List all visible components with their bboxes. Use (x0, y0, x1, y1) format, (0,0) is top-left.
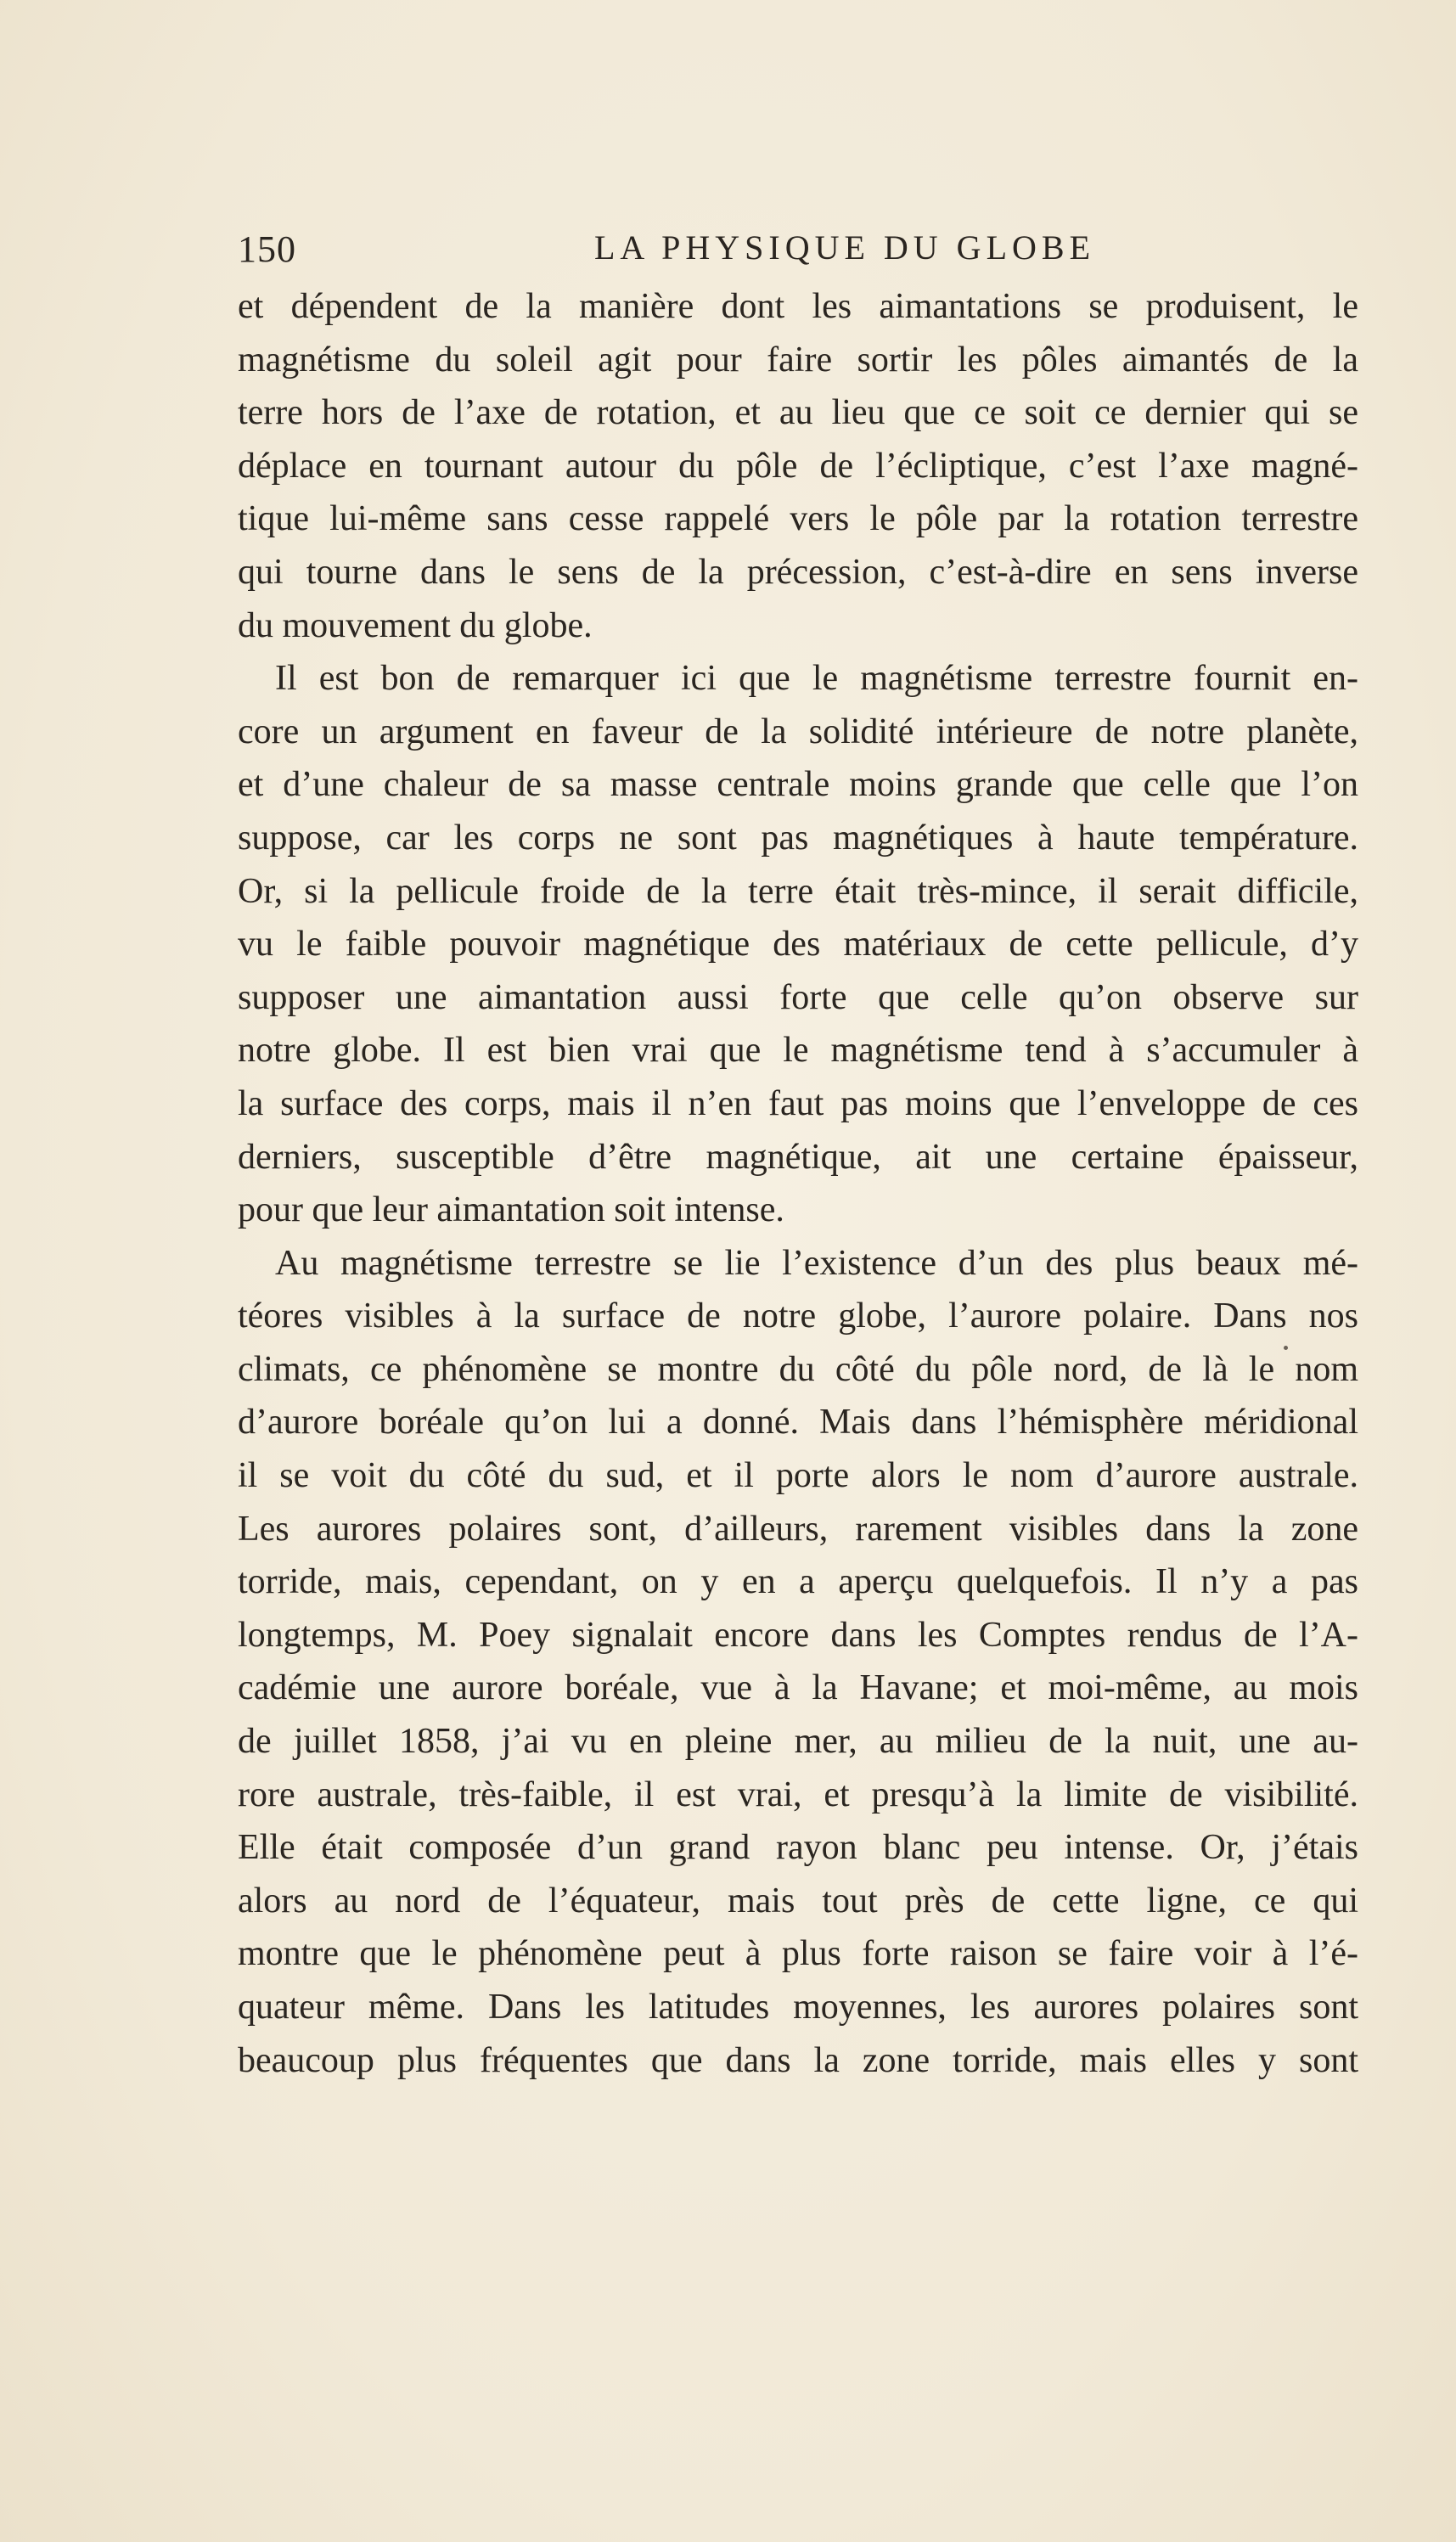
text-line: beaucoup plus fréquentes que dans la zone torride, mais elles y sont (238, 2040, 1358, 2080)
text-line: derniers, susceptible d’être magnétique, ait une certaine épaisseur, (238, 1137, 1358, 1177)
text-line: cadémie une aurore boréale, vue à la Havane; et moi-même, au mois (238, 1668, 1358, 1708)
text-line: il se voit du côté du sud, et il porte alors le nom d’aurore australe. (238, 1456, 1358, 1496)
text-line: magnétisme du soleil agit pour faire sortir les pôles aimantés de la (238, 340, 1358, 380)
text-line: Or, si la pellicule froide de la terre était très-mince, il serait difficile, (238, 871, 1358, 911)
text-line: pour que leur aimantation soit intense. (238, 1190, 784, 1230)
text-line: quateur même. Dans les latitudes moyennes, les aurores polaires sont (238, 1988, 1358, 2027)
text-line: déplace en tournant autour du pôle de l’écliptique, c’est l’axe magné- (238, 446, 1358, 486)
text-line: suppose, car les corps ne sont pas magnétiques à haute température. (238, 818, 1358, 858)
text-line: d’aurore boréale qu’on lui a donné. Mais dans l’hémisphère méridional (238, 1403, 1358, 1443)
page-header (238, 228, 1358, 278)
text-line: notre globe. Il est bien vrai que le magnétisme tend à s’accumuler à (238, 1031, 1358, 1071)
text-line: tique lui-même sans cesse rappelé vers le pôle par la rotation terrestre (238, 499, 1358, 539)
running-head: LA PHYSIQUE DU GLOBE (594, 228, 1095, 267)
body-text (238, 280, 1358, 2087)
text-line: terre hors de l’axe de rotation, et au lieu que ce soit ce dernier qui se (238, 393, 1358, 433)
text-line: Les aurores polaires sont, d’ailleurs, rarement visibles dans la zone (238, 1509, 1358, 1549)
text-line: Il est bon de remarquer ici que le magnétisme terrestre fournit en- (275, 659, 1358, 699)
text-line: torride, mais, cependant, on y en a aperçu quelquefois. Il n’y a pas (238, 1562, 1358, 1602)
text-line: de juillet 1858, j’ai vu en pleine mer, au milieu de la nuit, une au- (238, 1722, 1358, 1762)
ink-speck (1284, 1346, 1288, 1350)
text-line: et dépendent de la manière dont les aimantations se produisent, le (238, 287, 1358, 326)
text-line: climats, ce phénomène se montre du côté du pôle nord, de là le nom (238, 1349, 1358, 1389)
text-line: alors au nord de l’équateur, mais tout près de cette ligne, ce qui (238, 1881, 1358, 1921)
text-line: Elle était composée d’un grand rayon blanc peu intense. Or, j’étais (238, 1828, 1358, 1868)
text-line: Au magnétisme terrestre se lie l’existence d’un des plus beaux mé- (275, 1243, 1358, 1283)
text-line: longtemps, M. Poey signalait encore dans les Comptes rendus de l’A- (238, 1615, 1358, 1655)
page-number: 150 (238, 228, 296, 270)
text-line: montre que le phénomène peut à plus forte raison se faire voir à l’é- (238, 1934, 1358, 1974)
text-line: téores visibles à la surface de notre globe, l’aurore polaire. Dans nos (238, 1296, 1358, 1336)
text-line: et d’une chaleur de sa masse centrale moins grande que celle que l’on (238, 765, 1358, 805)
text-line: qui tourne dans le sens de la précession, c’est-à-dire en sens inverse (238, 552, 1358, 592)
text-line: supposer une aimantation aussi forte que celle qu’on observe sur (238, 977, 1358, 1017)
text-line: du mouvement du globe. (238, 605, 593, 645)
text-line: rore australe, très-faible, il est vrai, et presqu’à la limite de visibilité. (238, 1774, 1358, 1814)
text-line: la surface des corps, mais il n’en faut pas moins que l’enveloppe de ces (238, 1083, 1358, 1123)
text-line: core un argument en faveur de la solidité intérieure de notre planète, (238, 711, 1358, 751)
text-line: vu le faible pouvoir magnétique des matériaux de cette pellicule, d’y (238, 925, 1358, 964)
